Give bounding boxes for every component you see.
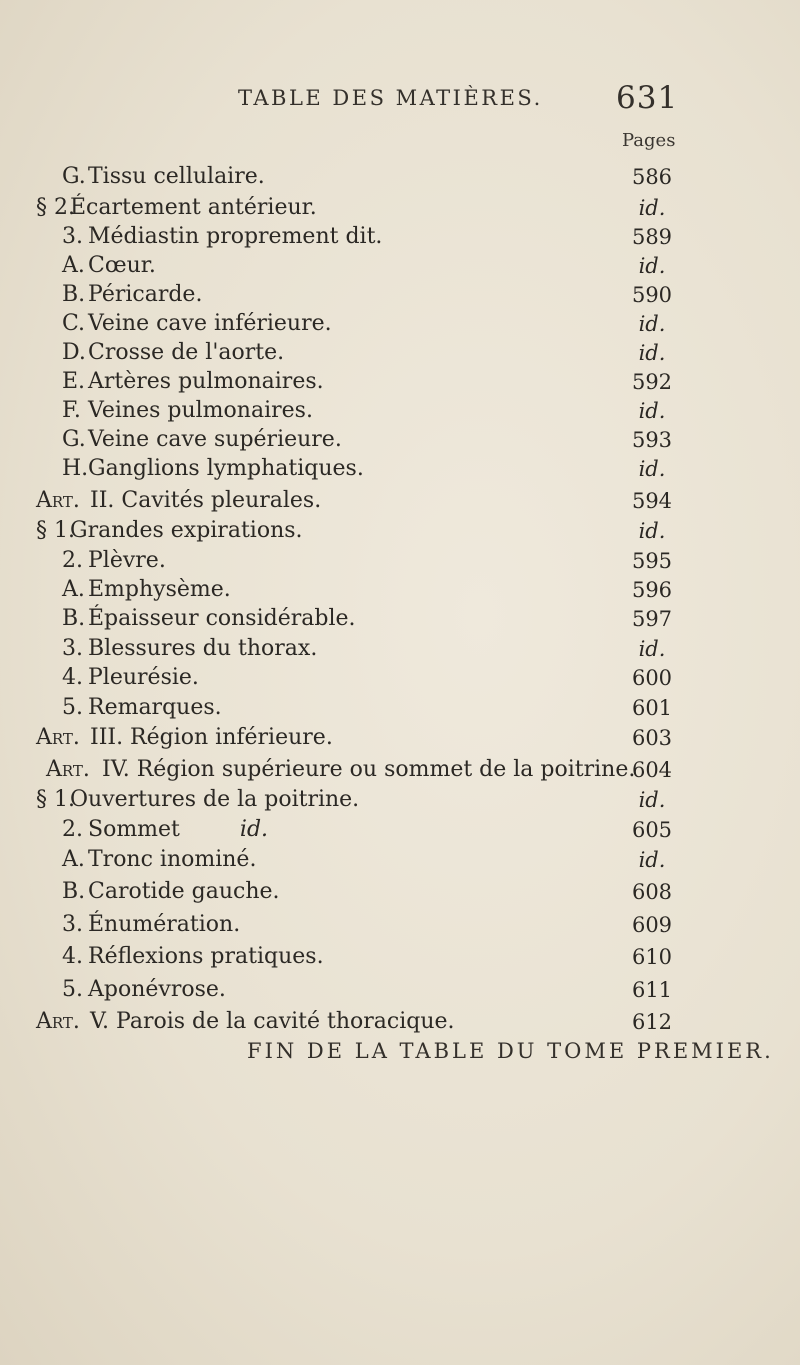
toc-entry [0, 193, 800, 223]
entry-marker: Art. [36, 488, 80, 513]
entry-title [102, 755, 635, 785]
toc-entry [0, 910, 800, 940]
entry-marker: 3. [62, 224, 83, 249]
entry-title [88, 309, 332, 339]
entry-marker: 3. [62, 912, 83, 937]
toc-entry [0, 454, 800, 484]
entry-title-text: Carotide gauche. [88, 879, 280, 904]
page-number: 631 [616, 80, 679, 116]
entry-title-text: Ganglions lymphatiques. [88, 456, 364, 481]
entry-page: 596 [631, 578, 673, 602]
entry-title-text: Veine cave supérieure. [88, 427, 342, 452]
page-header [0, 80, 800, 126]
toc-entry [0, 546, 800, 576]
entry-title [88, 280, 202, 310]
entry-marker: 2. [62, 817, 83, 842]
entry-page: 601 [631, 696, 673, 720]
entry-title [90, 1007, 455, 1037]
toc-entry [0, 575, 800, 605]
entry-title-text: Veine cave inférieure. [88, 311, 332, 336]
entry-page: 586 [631, 165, 673, 189]
entry-title-text: Veines pulmonaires. [88, 398, 313, 423]
entry-title-text: Réflexions pratiques. [88, 944, 324, 969]
entry-title [88, 663, 199, 693]
entry-page: 589 [631, 225, 673, 249]
toc-entry [0, 877, 800, 907]
entry-title [88, 162, 265, 192]
entry-title-text: IV. Région supérieure ou sommet de la poitrine. [102, 757, 636, 782]
entry-title-text: III. Région inférieure. [90, 725, 333, 750]
toc-entry [0, 723, 800, 753]
toc-entry [0, 338, 800, 368]
entry-title [88, 604, 356, 634]
entry-title-text: Épaisseur considérable. [88, 606, 356, 631]
entry-title-text: Crosse de l'aorte. [88, 340, 285, 365]
entry-title [88, 251, 156, 281]
entry-title [88, 396, 313, 426]
entry-title [88, 425, 342, 455]
entry-title [88, 222, 382, 252]
entry-page: 611 [631, 978, 673, 1002]
entry-marker: C. [62, 311, 86, 336]
entry-page: id. [638, 519, 666, 543]
entry-title-text: Ouvertures de la poitrine. [70, 787, 360, 812]
entry-title-text: Plèvre. [88, 548, 166, 573]
entry-page: id. [638, 399, 666, 423]
entry-page: 592 [631, 370, 673, 394]
entry-page: 604 [631, 758, 673, 782]
entry-marker: 4. [62, 665, 83, 690]
toc-entry [0, 251, 800, 281]
entry-title-text: Tissu cellulaire. [88, 164, 265, 189]
entry-page: id. [638, 457, 666, 481]
pages-column-label: Pages [622, 130, 676, 151]
entry-title-text: Cœur. [88, 253, 156, 278]
toc-entry [0, 309, 800, 339]
entry-marker: 5. [62, 695, 83, 720]
entry-page: id. [638, 341, 666, 365]
entry-title [90, 486, 321, 516]
toc-entry [0, 634, 800, 664]
entry-title [90, 723, 333, 753]
entry-title-text: Énumération. [88, 912, 241, 937]
entry-title-text: V. Parois de la cavité thoracique. [90, 1009, 455, 1034]
entry-page: id. [638, 196, 666, 220]
entry-title [88, 454, 364, 484]
entry-title-text: Péricarde. [88, 282, 203, 307]
entry-marker: § 1. [36, 787, 75, 812]
toc-entry [0, 755, 800, 785]
entry-page: 600 [631, 666, 673, 690]
entry-page: 603 [631, 726, 673, 750]
entry-title-text: Pleurésie. [88, 665, 199, 690]
entry-title [88, 845, 256, 875]
entry-page: 597 [631, 607, 673, 631]
entry-title [88, 367, 324, 397]
toc-entry [0, 162, 800, 192]
toc-entry [0, 693, 800, 723]
entry-title [88, 975, 226, 1005]
toc-entry [0, 425, 800, 455]
entry-page: 605 [631, 818, 673, 842]
toc-entry [0, 280, 800, 310]
entry-title-text: Remarques. [88, 695, 222, 720]
toc-entry [0, 845, 800, 875]
toc-entry [0, 604, 800, 634]
entry-marker: A. [62, 253, 85, 278]
toc-entry [0, 1007, 800, 1037]
entry-title-text: Artères pulmonaires. [88, 369, 324, 394]
entry-marker: D. [62, 340, 86, 365]
entry-title [88, 546, 166, 576]
toc-entry [0, 785, 800, 815]
entry-title [70, 193, 317, 223]
entry-marker: § 2. [36, 195, 75, 220]
entry-title [88, 693, 222, 723]
entry-marker: Art. [36, 1009, 80, 1034]
entry-page: 590 [631, 283, 673, 307]
entry-title [88, 942, 324, 972]
entry-title-text: Tronc inominé. [88, 847, 257, 872]
entry-page: 594 [631, 489, 673, 513]
entry-marker: 4. [62, 944, 83, 969]
entry-title-text: Aponévrose. [88, 977, 226, 1002]
entry-marker: A. [62, 847, 85, 872]
entry-marker: § 1. [36, 518, 75, 543]
entry-title-text: Écartement antérieur. [70, 195, 317, 220]
entry-marker: Art. [36, 725, 80, 750]
entry-page: id. [638, 637, 666, 661]
end-note: FIN DE LA TABLE DU TOME PREMIER. [247, 1039, 774, 1063]
entry-page: 595 [631, 549, 673, 573]
toc-entry [0, 486, 800, 516]
toc-entry [0, 942, 800, 972]
entry-page: 608 [631, 880, 673, 904]
entry-title-text: Emphysème. [88, 577, 231, 602]
entry-marker: 5. [62, 977, 83, 1002]
entry-marker: F. [62, 398, 81, 423]
entry-marker: E. [62, 369, 86, 394]
entry-title-text: II. Cavités pleurales. [90, 488, 322, 513]
running-title: TABLE DES MATIÈRES. [238, 86, 543, 110]
entry-marker: G. [62, 164, 86, 189]
toc-entry [0, 975, 800, 1005]
entry-title [88, 910, 240, 940]
entry-title [88, 815, 268, 845]
toc-entry [0, 815, 800, 845]
toc-entry [0, 222, 800, 252]
entry-title [88, 877, 280, 907]
toc-entry [0, 516, 800, 546]
entry-marker: H. [62, 456, 89, 481]
entry-page: 610 [631, 945, 673, 969]
toc-entry [0, 663, 800, 693]
entry-marker: 3. [62, 636, 83, 661]
entry-marker: Art. [46, 757, 90, 782]
entry-title [70, 785, 359, 815]
toc-entry [0, 367, 800, 397]
entry-marker: B. [62, 282, 86, 307]
entry-page: id. [638, 312, 666, 336]
entry-title-text: Sommet [88, 817, 180, 842]
entry-page: 609 [631, 913, 673, 937]
entry-page: id. [638, 848, 666, 872]
entry-title-text: Blessures du thorax. [88, 636, 318, 661]
entry-title [88, 634, 317, 664]
entry-title [70, 516, 303, 546]
entry-title-ibid: id. [239, 817, 269, 842]
toc-entry [0, 396, 800, 426]
entry-marker: G. [62, 427, 86, 452]
entry-marker: A. [62, 577, 85, 602]
entry-title [88, 575, 231, 605]
entry-title [88, 338, 284, 368]
entry-page: id. [638, 788, 666, 812]
entry-page: 612 [631, 1010, 673, 1034]
entry-page: 593 [631, 428, 673, 452]
entry-page: id. [638, 254, 666, 278]
entry-title-text: Grandes expirations. [70, 518, 303, 543]
entry-marker: B. [62, 879, 86, 904]
entry-marker: 2. [62, 548, 83, 573]
entry-title-text: Médiastin proprement dit. [88, 224, 383, 249]
entry-marker: B. [62, 606, 86, 631]
